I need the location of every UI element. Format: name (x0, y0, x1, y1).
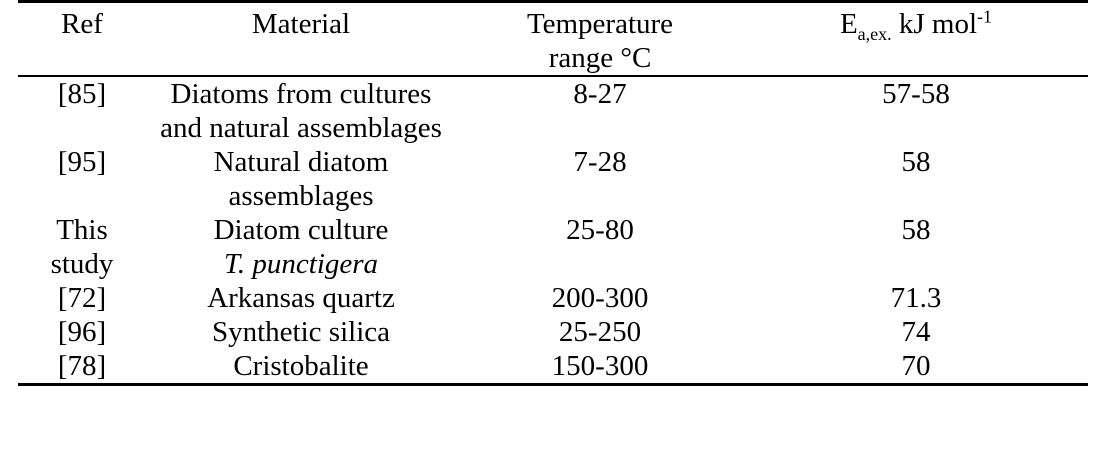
cell-material-line1: Natural diatom (213, 146, 389, 178)
cell-ref-line2: study (50, 248, 114, 280)
cell-activation-energy: 74 (901, 316, 931, 348)
table-row (18, 213, 1088, 281)
cell-material-line2: and natural assemblages (160, 112, 442, 144)
cell-activation-energy: 58 (901, 146, 931, 178)
cell-material-line1: Diatoms from cultures (170, 78, 432, 110)
cell-temperature: 25-80 (566, 214, 634, 246)
cell-material-line1: Diatom culture (213, 214, 389, 246)
cell-material (146, 213, 456, 281)
table-row (18, 315, 1088, 349)
table-row (18, 281, 1088, 315)
cell-activation-energy: 71.3 (890, 282, 942, 314)
cell-ref: [78] (18, 349, 146, 385)
header-ea-symbol: E (839, 8, 858, 40)
cell-ref (18, 76, 146, 145)
cell-ref: [96] (57, 316, 107, 348)
table-header (18, 2, 1088, 77)
cell-temperature: 8-27 (573, 78, 627, 110)
header-material-label: Material (251, 8, 351, 40)
header-ea-superscript: -1 (977, 6, 993, 27)
cell-material-line2: assemblages (228, 180, 374, 212)
cell-material (146, 145, 456, 213)
cell-activation-energy: 70 (744, 349, 1088, 385)
cell-ref-line1: [95] (57, 146, 107, 178)
cell-ref (18, 145, 146, 213)
header-material (146, 2, 456, 77)
header-row (18, 2, 1088, 77)
cell-material-line2: T. punctigera (223, 248, 379, 280)
cell-material: Cristobalite (146, 349, 456, 385)
header-ref (18, 2, 146, 77)
cell-temperature: 25-250 (558, 316, 642, 348)
cell-temperature: 150-300 (456, 349, 744, 385)
cell-temperature: 7-28 (573, 146, 627, 178)
cell-ref-line1: [85] (57, 78, 107, 110)
table-body (18, 76, 1088, 385)
cell-ref-line1: This (56, 214, 108, 246)
activation-energy-table (18, 0, 1088, 386)
header-ref-label: Ref (61, 8, 103, 40)
cell-material (146, 76, 456, 145)
cell-ref (18, 213, 146, 281)
header-temperature (456, 2, 744, 77)
cell-material: Synthetic silica (212, 316, 390, 348)
header-temperature-line2: range °C (548, 42, 652, 74)
header-temperature-line1: Temperature (526, 8, 674, 40)
cell-temperature: 200-300 (551, 282, 649, 314)
header-ea-unit: kJ mol (891, 8, 978, 40)
cell-ref: [72] (57, 282, 107, 314)
header-activation-energy (744, 2, 1088, 77)
cell-material: Arkansas quartz (207, 282, 395, 314)
cell-activation-energy: 57-58 (882, 78, 950, 110)
table-row (18, 349, 1088, 385)
table-row (18, 76, 1088, 145)
table-row (18, 145, 1088, 213)
cell-activation-energy: 58 (901, 214, 931, 246)
header-ea-subscript: a,ex. (857, 23, 892, 44)
